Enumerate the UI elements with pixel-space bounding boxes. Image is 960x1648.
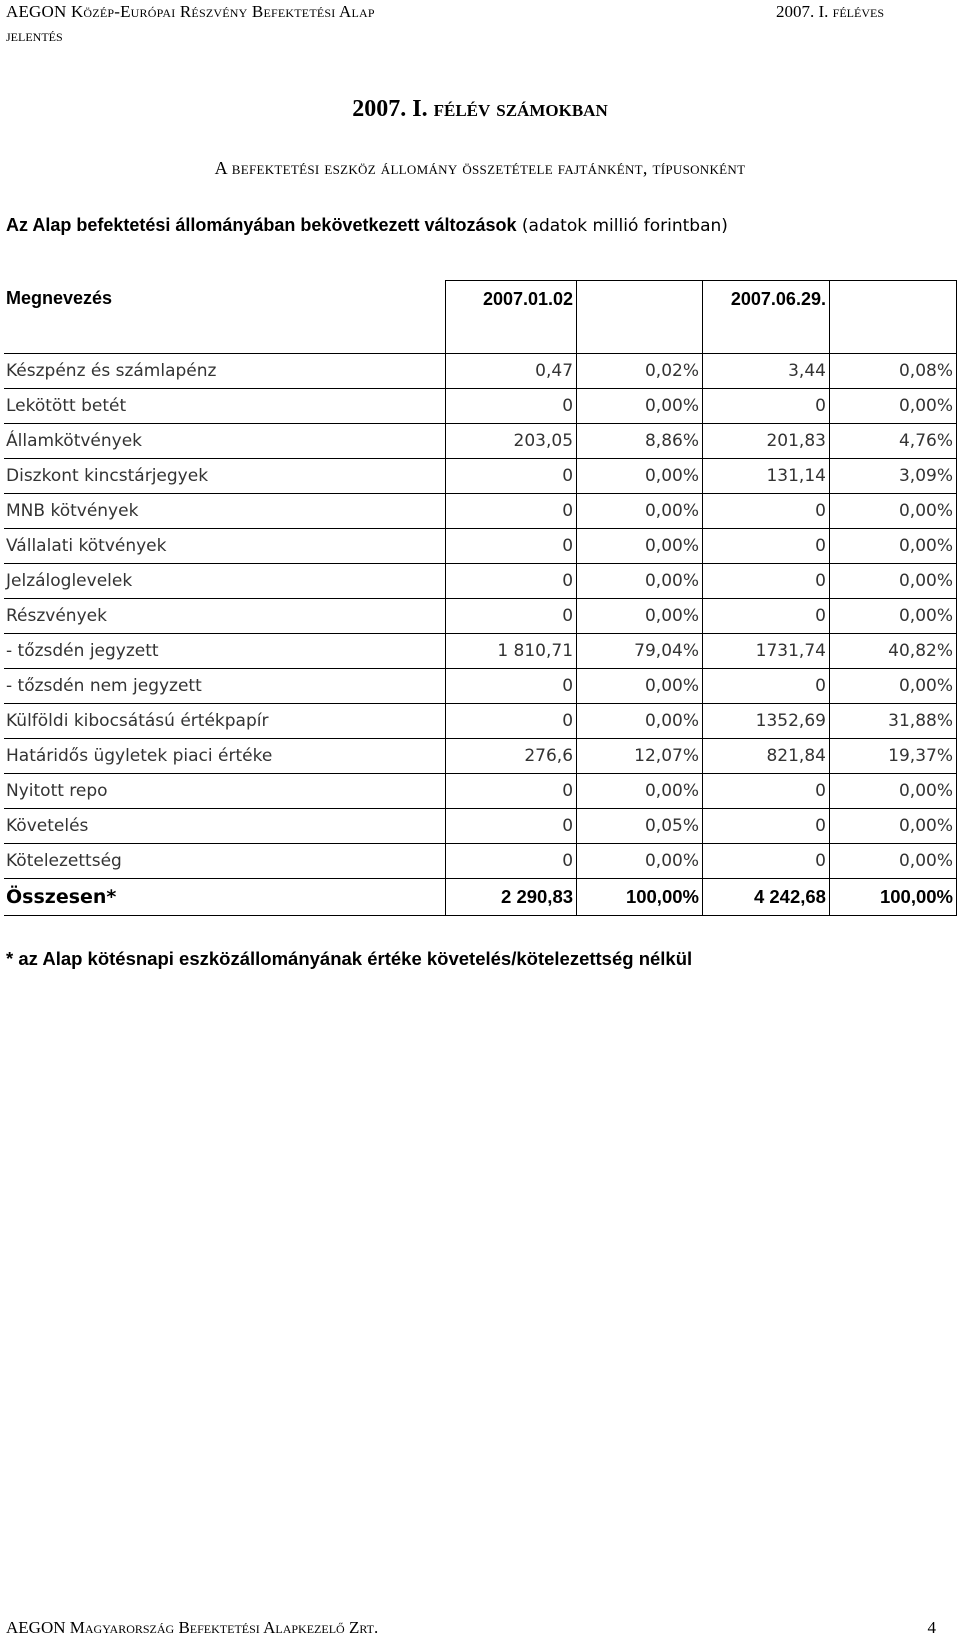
share-2007-06-29: 100,00% [829, 879, 956, 916]
header-cell-date1: 2007.01.02 [445, 281, 576, 318]
table-row [4, 389, 957, 424]
value-2007-01-02: 0 [445, 494, 576, 529]
footnote: * az Alap kötésnapi eszközállományának értéke követelés/kötelezettség nélkül [6, 948, 693, 969]
value-2007-06-29: 0 [702, 599, 829, 634]
row-label: Részvények [4, 599, 445, 634]
table-row [4, 809, 957, 844]
table-row [4, 494, 957, 529]
row-label: Összesen* [4, 879, 445, 916]
share-2007-06-29: 0,00% [829, 669, 956, 704]
row-label: Jelzáloglevelek [4, 564, 445, 599]
header-cell-empty1 [577, 281, 703, 318]
share-2007-01-02: 100,00% [577, 879, 703, 916]
share-2007-01-02: 0,00% [577, 494, 703, 529]
value-2007-01-02: 2 290,83 [445, 879, 576, 916]
holdings-table-wrap [4, 280, 960, 916]
page-heading-text: 2007. I. félév számokban [352, 96, 608, 122]
value-2007-06-29: 0 [702, 669, 829, 704]
value-2007-01-02: 0 [445, 529, 576, 564]
row-label: Lekötött betét [4, 389, 445, 424]
value-2007-06-29: 0 [702, 844, 829, 879]
share-2007-01-02: 79,04% [577, 634, 703, 669]
share-2007-06-29: 0,00% [829, 494, 956, 529]
spacer-cell [829, 317, 956, 354]
spacer-cell [702, 317, 829, 354]
value-2007-01-02: 0 [445, 389, 576, 424]
value-2007-01-02: 0 [445, 459, 576, 494]
share-2007-06-29: 3,09% [829, 459, 956, 494]
share-2007-06-29: 4,76% [829, 424, 956, 459]
table-total-row [4, 879, 957, 916]
value-2007-06-29: 821,84 [702, 739, 829, 774]
share-2007-01-02: 0,05% [577, 809, 703, 844]
table-row [4, 564, 957, 599]
share-2007-06-29: 40,82% [829, 634, 956, 669]
table-row [4, 844, 957, 879]
table-header-row [4, 281, 957, 318]
row-label: - tőzsdén nem jegyzett [4, 669, 445, 704]
table-row [4, 599, 957, 634]
share-2007-01-02: 0,00% [577, 844, 703, 879]
table-row [4, 424, 957, 459]
header-second-line: jelentés [6, 26, 63, 45]
share-2007-06-29: 31,88% [829, 704, 956, 739]
row-label: Követelés [4, 809, 445, 844]
value-2007-06-29: 3,44 [702, 354, 829, 389]
header-cell-name: Megnevezés [4, 281, 445, 318]
share-2007-01-02: 0,00% [577, 564, 703, 599]
value-2007-01-02: 0 [445, 669, 576, 704]
footer-company: AEGON Magyarország Befektetési Alapkezelő Zrt. [6, 1618, 379, 1637]
value-2007-06-29: 1731,74 [702, 634, 829, 669]
page-subheading-text: A befektetési eszköz állomány összetétele fajtánként, típusonként [214, 158, 746, 178]
intro-bold: Az Alap befektetési állományában bekövetkezett változások [6, 215, 517, 235]
page-header [6, 0, 906, 48]
value-2007-06-29: 131,14 [702, 459, 829, 494]
value-2007-06-29: 0 [702, 389, 829, 424]
header-fund-title: AEGON Közép-Európai Részvény Befektetési Alap [6, 2, 375, 21]
value-2007-06-29: 201,83 [702, 424, 829, 459]
value-2007-06-29: 0 [702, 774, 829, 809]
value-2007-01-02: 1 810,71 [445, 634, 576, 669]
row-label: Külföldi kibocsátású értékpapír [4, 704, 445, 739]
row-label: Államkötvények [4, 424, 445, 459]
value-2007-01-02: 276,6 [445, 739, 576, 774]
share-2007-01-02: 0,00% [577, 774, 703, 809]
share-2007-06-29: 0,08% [829, 354, 956, 389]
share-2007-06-29: 0,00% [829, 564, 956, 599]
header-cell-empty2 [829, 281, 956, 318]
table-row [4, 704, 957, 739]
row-label: Kötelezettség [4, 844, 445, 879]
share-2007-06-29: 0,00% [829, 529, 956, 564]
value-2007-06-29: 4 242,68 [702, 879, 829, 916]
value-2007-01-02: 0 [445, 774, 576, 809]
share-2007-01-02: 0,02% [577, 354, 703, 389]
table-row [4, 669, 957, 704]
value-2007-01-02: 0 [445, 704, 576, 739]
value-2007-06-29: 1352,69 [702, 704, 829, 739]
row-label: Diszkont kincstárjegyek [4, 459, 445, 494]
value-2007-06-29: 0 [702, 809, 829, 844]
value-2007-01-02: 0,47 [445, 354, 576, 389]
table-row [4, 634, 957, 669]
share-2007-01-02: 0,00% [577, 704, 703, 739]
value-2007-01-02: 203,05 [445, 424, 576, 459]
page-heading [0, 96, 960, 123]
share-2007-06-29: 0,00% [829, 844, 956, 879]
share-2007-01-02: 0,00% [577, 459, 703, 494]
table-row [4, 774, 957, 809]
header-cell-date2: 2007.06.29. [702, 281, 829, 318]
page-number: 4 [927, 1618, 936, 1637]
intro-note: (adatok millió forintban) [516, 216, 728, 236]
table-row [4, 529, 957, 564]
value-2007-06-29: 0 [702, 529, 829, 564]
table-row [4, 739, 957, 774]
page-footer [6, 1618, 936, 1638]
value-2007-01-02: 0 [445, 599, 576, 634]
spacer-cell [577, 317, 703, 354]
share-2007-01-02: 8,86% [577, 424, 703, 459]
table-row [4, 354, 957, 389]
row-label: Készpénz és számlapénz [4, 354, 445, 389]
header-report-title: 2007. I. féléves [776, 2, 884, 21]
share-2007-01-02: 0,00% [577, 529, 703, 564]
page-subheading [0, 158, 960, 179]
table-spacer-row [4, 317, 957, 354]
share-2007-01-02: 0,00% [577, 599, 703, 634]
share-2007-01-02: 0,00% [577, 669, 703, 704]
value-2007-01-02: 0 [445, 809, 576, 844]
spacer-cell [445, 317, 576, 354]
share-2007-06-29: 0,00% [829, 599, 956, 634]
spacer-cell [4, 317, 445, 354]
intro-text [6, 215, 728, 236]
row-label: Határidős ügyletek piaci értéke [4, 739, 445, 774]
value-2007-01-02: 0 [445, 564, 576, 599]
row-label: - tőzsdén jegyzett [4, 634, 445, 669]
share-2007-01-02: 12,07% [577, 739, 703, 774]
value-2007-06-29: 0 [702, 494, 829, 529]
table-row [4, 459, 957, 494]
share-2007-01-02: 0,00% [577, 389, 703, 424]
value-2007-01-02: 0 [445, 844, 576, 879]
share-2007-06-29: 19,37% [829, 739, 956, 774]
row-label: Vállalati kötvények [4, 529, 445, 564]
share-2007-06-29: 0,00% [829, 809, 956, 844]
share-2007-06-29: 0,00% [829, 774, 956, 809]
value-2007-06-29: 0 [702, 564, 829, 599]
holdings-table [4, 280, 957, 916]
row-label: MNB kötvények [4, 494, 445, 529]
share-2007-06-29: 0,00% [829, 389, 956, 424]
row-label: Nyitott repo [4, 774, 445, 809]
